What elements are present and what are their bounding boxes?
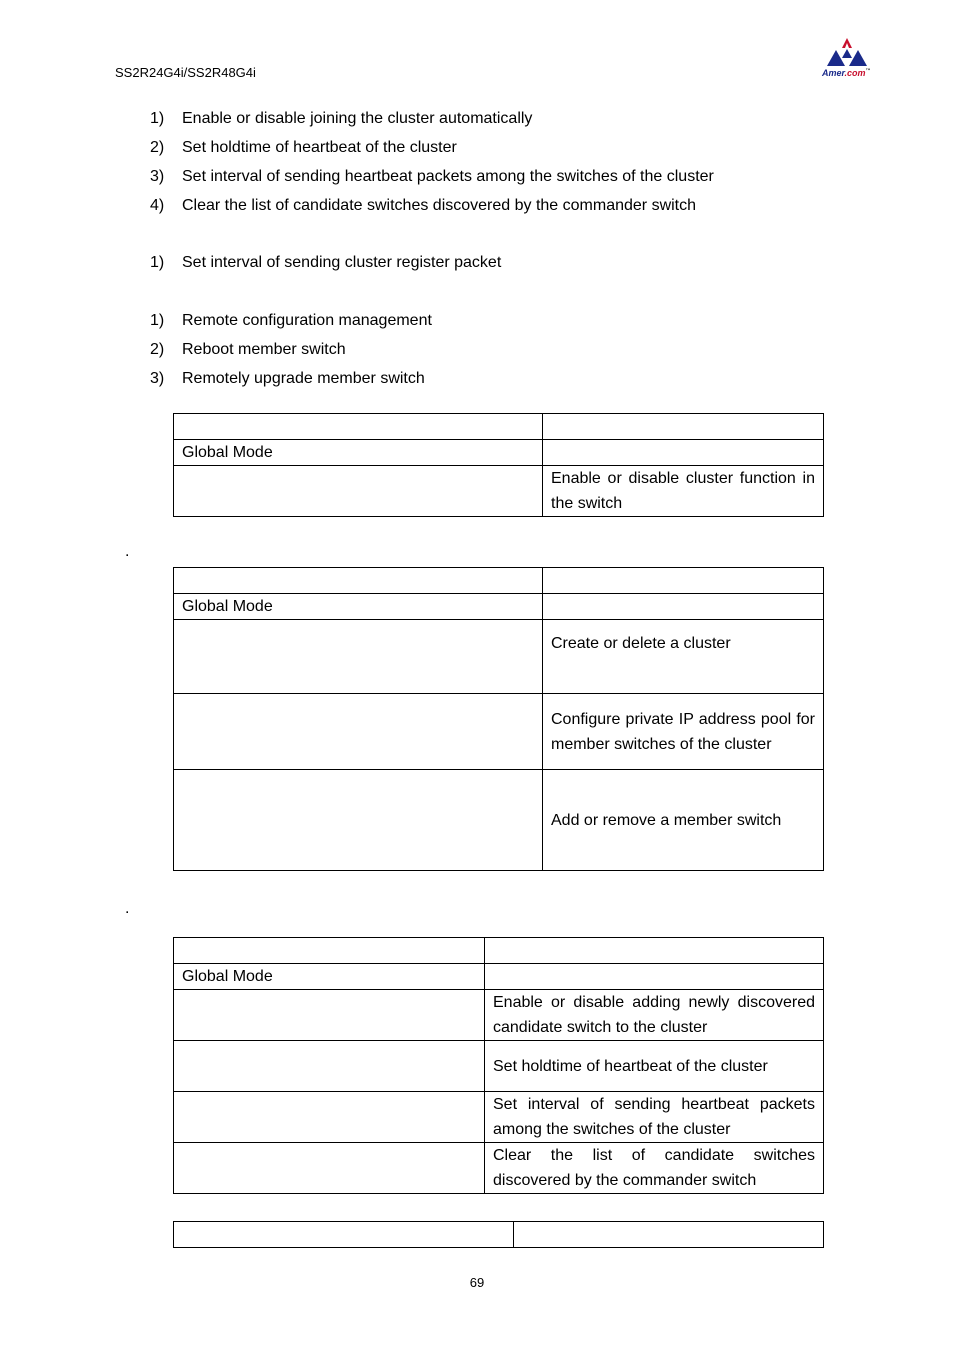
cluster-register-command-table xyxy=(173,1221,824,1248)
list-text: Set interval of sending cluster register packet xyxy=(182,254,502,271)
description-cell: Enable or disable cluster function in the switch xyxy=(543,466,824,517)
table-cell xyxy=(514,1222,824,1248)
description-cell: Set interval of sending heartbeat packets among the switches of the cluster xyxy=(485,1092,824,1143)
table-row xyxy=(174,466,824,517)
table-cell xyxy=(174,620,543,694)
table-row xyxy=(174,770,824,871)
amer-logo-wordmark xyxy=(822,68,871,78)
table-cell xyxy=(174,694,543,770)
section-marker: . xyxy=(125,900,130,917)
table-cell xyxy=(174,466,543,517)
table-cell xyxy=(174,1222,514,1248)
table-cell xyxy=(543,440,824,466)
table-cell xyxy=(543,594,824,620)
list-text: Remote configuration management xyxy=(182,312,432,329)
list-text: Enable or disable joining the cluster automatically xyxy=(182,110,533,127)
list-number: 2) xyxy=(150,341,165,358)
table-cell xyxy=(174,770,543,871)
cluster-config-command-table xyxy=(173,937,824,1194)
list-number: 3) xyxy=(150,168,165,185)
table-cell xyxy=(543,568,824,594)
amer-logo-icon xyxy=(818,36,876,70)
cluster-enable-command-table xyxy=(173,413,824,517)
cluster-create-command-table xyxy=(173,567,824,871)
table-row xyxy=(174,414,824,440)
list-text: Set interval of sending heartbeat packets among the switches of the cluster xyxy=(182,168,714,185)
table-row xyxy=(174,990,824,1041)
list-number: 3) xyxy=(150,370,165,387)
table-cell xyxy=(174,990,485,1041)
table-row xyxy=(174,594,824,620)
table-row xyxy=(174,938,824,964)
table-cell xyxy=(485,964,824,990)
table-cell xyxy=(174,568,543,594)
table-row xyxy=(174,1143,824,1194)
logo-suffix: .com xyxy=(844,68,866,78)
mode-cell: Global Mode xyxy=(174,594,543,620)
description-cell: Add or remove a member switch xyxy=(543,770,824,871)
list-text: Set holdtime of heartbeat of the cluster xyxy=(182,139,457,156)
table-cell xyxy=(174,414,543,440)
section-marker: . xyxy=(125,543,130,560)
table-row xyxy=(174,1222,824,1248)
table-row xyxy=(174,440,824,466)
table-row xyxy=(174,1092,824,1143)
table-cell xyxy=(543,414,824,440)
document-model-header: SS2R24G4i/SS2R48G4i xyxy=(115,65,256,80)
table-row xyxy=(174,964,824,990)
list-text: Clear the list of candidate switches discovered by the commander switch xyxy=(182,197,697,214)
description-cell: Create or delete a cluster xyxy=(543,620,824,694)
description-cell: Enable or disable adding newly discovered candidate switch to the cluster xyxy=(485,990,824,1041)
table-cell xyxy=(174,938,485,964)
logo-trademark: ™ xyxy=(865,68,871,74)
list-number: 1) xyxy=(150,110,165,127)
description-cell: Clear the list of candidate switches discovered by the commander switch xyxy=(485,1143,824,1194)
list-number: 4) xyxy=(150,197,165,214)
table-row xyxy=(174,620,824,694)
description-cell: Set holdtime of heartbeat of the cluster xyxy=(485,1041,824,1092)
table-cell xyxy=(174,1092,485,1143)
list-number: 1) xyxy=(150,312,165,329)
list-text: Reboot member switch xyxy=(182,341,346,358)
logo-text: Amer xyxy=(822,68,845,78)
list-text: Remotely upgrade member switch xyxy=(182,370,425,387)
table-cell xyxy=(485,938,824,964)
page-number: 69 xyxy=(469,1275,485,1290)
table-cell xyxy=(174,1143,485,1194)
list-number: 1) xyxy=(150,254,165,271)
table-row xyxy=(174,1041,824,1092)
table-row xyxy=(174,568,824,594)
table-row xyxy=(174,694,824,770)
table-cell xyxy=(174,1041,485,1092)
description-cell: Configure private IP address pool for member switches of the cluster xyxy=(543,694,824,770)
mode-cell: Global Mode xyxy=(174,964,485,990)
amer-logo xyxy=(818,36,876,82)
list-number: 2) xyxy=(150,139,165,156)
mode-cell: Global Mode xyxy=(174,440,543,466)
